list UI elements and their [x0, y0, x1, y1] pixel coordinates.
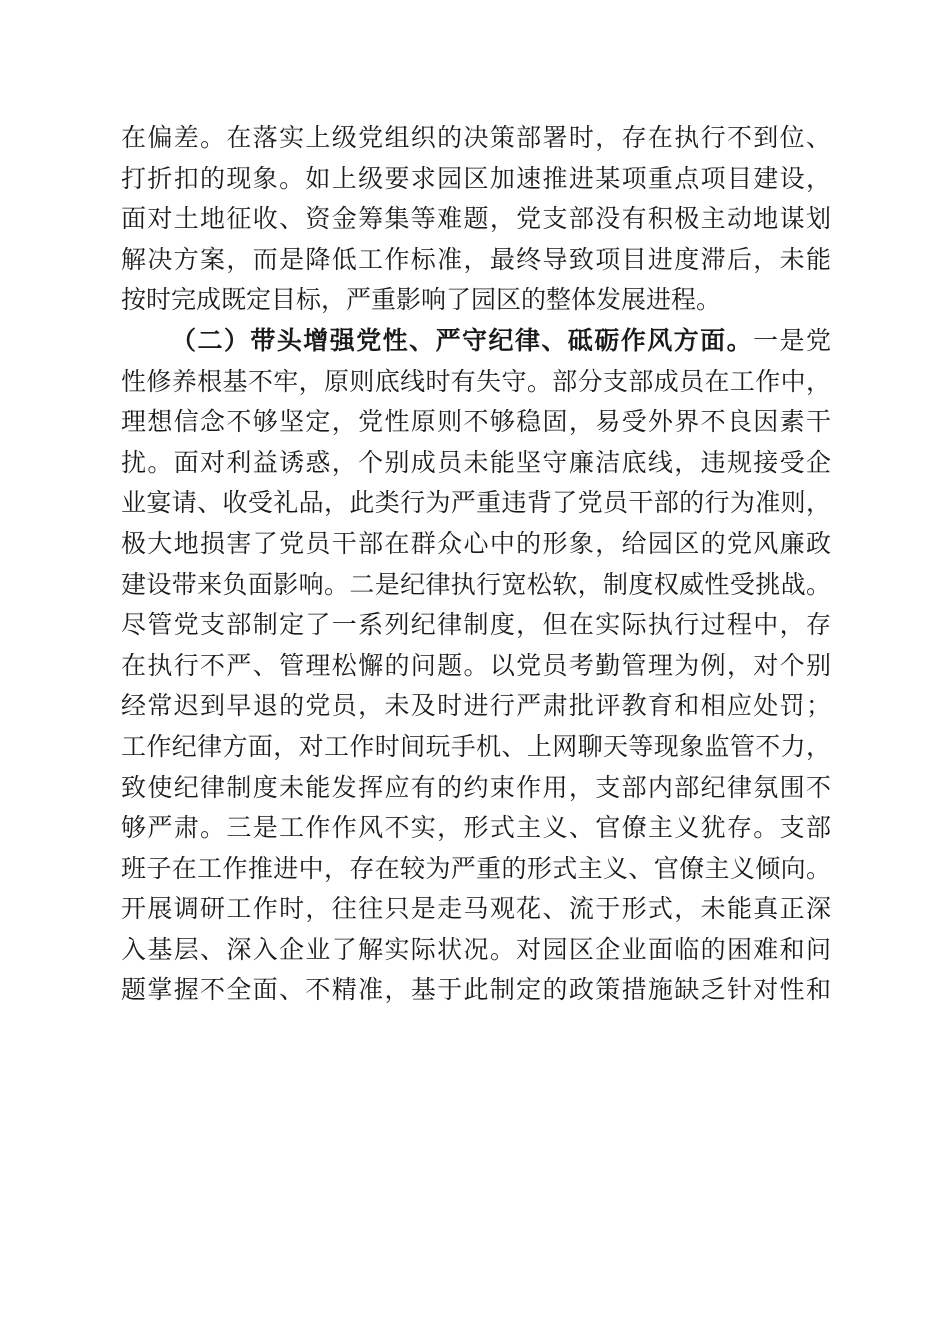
section-heading-line — [121, 321, 831, 362]
text-line: 在执行不严、管理松懈的问题。以党员考勤管理为例，对个别 — [121, 650, 831, 680]
text-line: 致使纪律制度未能发挥应有的约束作用，支部内部纪律氛围不 — [121, 772, 831, 802]
text-line: 尽管党支部制定了一系列纪律制度，但在实际执行过程中，存 — [121, 610, 831, 640]
text-line: 经常迟到早退的党员，未及时进行严肃批评教育和相应处罚； — [121, 691, 831, 721]
text-line: 业宴请、收受礼品，此类行为严重违背了党员干部的行为准则， — [121, 488, 831, 518]
text-line: 在偏差。在落实上级党组织的决策部署时，存在执行不到位、 — [121, 123, 831, 152]
text-line: 扰。面对利益诱惑，个别成员未能坚守廉洁底线，违规接受企 — [121, 447, 831, 477]
body-text — [121, 118, 831, 1011]
text-line: 面对土地征收、资金筹集等难题，党支部没有积极主动地谋划 — [121, 204, 831, 234]
section-heading: （二）带头增强党性、严守纪律、砥砺作风方面。 — [171, 325, 754, 355]
text-line: 题掌握不全面、不精准，基于此制定的政策措施缺乏针对性和 — [121, 975, 831, 1005]
text-line: 入基层、深入企业了解实际状况。对园区企业面临的困难和问 — [121, 934, 831, 964]
text-line: 开展调研工作时，往往只是走马观花、流于形式，未能真正深 — [121, 894, 831, 924]
text-run: 一是党 — [753, 325, 831, 355]
text-line: 班子在工作推进中，存在较为严重的形式主义、官僚主义倾向。 — [121, 853, 831, 883]
text-line: 极大地损害了党员干部在群众心中的形象，给园区的党风廉政 — [121, 528, 831, 558]
text-line: 建设带来负面影响。二是纪律执行宽松软，制度权威性受挑战。 — [121, 569, 831, 599]
text-line: 够严肃。三是工作作风不实，形式主义、官僚主义犹存。支部 — [121, 813, 831, 843]
text-line: 性修养根基不牢，原则底线时有失守。部分支部成员在工作中， — [121, 366, 831, 396]
text-line: 按时完成既定目标，严重影响了园区的整体发展进程。 — [121, 285, 722, 315]
text-line: 工作纪律方面，对工作时间玩手机、上网聊天等现象监管不力， — [121, 731, 831, 761]
text-line: 打折扣的现象。如上级要求园区加速推进某项重点项目建设， — [121, 163, 831, 193]
paragraph-section-two — [121, 321, 831, 1011]
text-line: 解决方案，而是降低工作标准，最终导致项目进度滞后，未能 — [121, 244, 831, 274]
text-line: 理想信念不够坚定，党性原则不够稳固，易受外界不良因素干 — [121, 407, 831, 437]
paragraph-continuation — [121, 118, 831, 321]
